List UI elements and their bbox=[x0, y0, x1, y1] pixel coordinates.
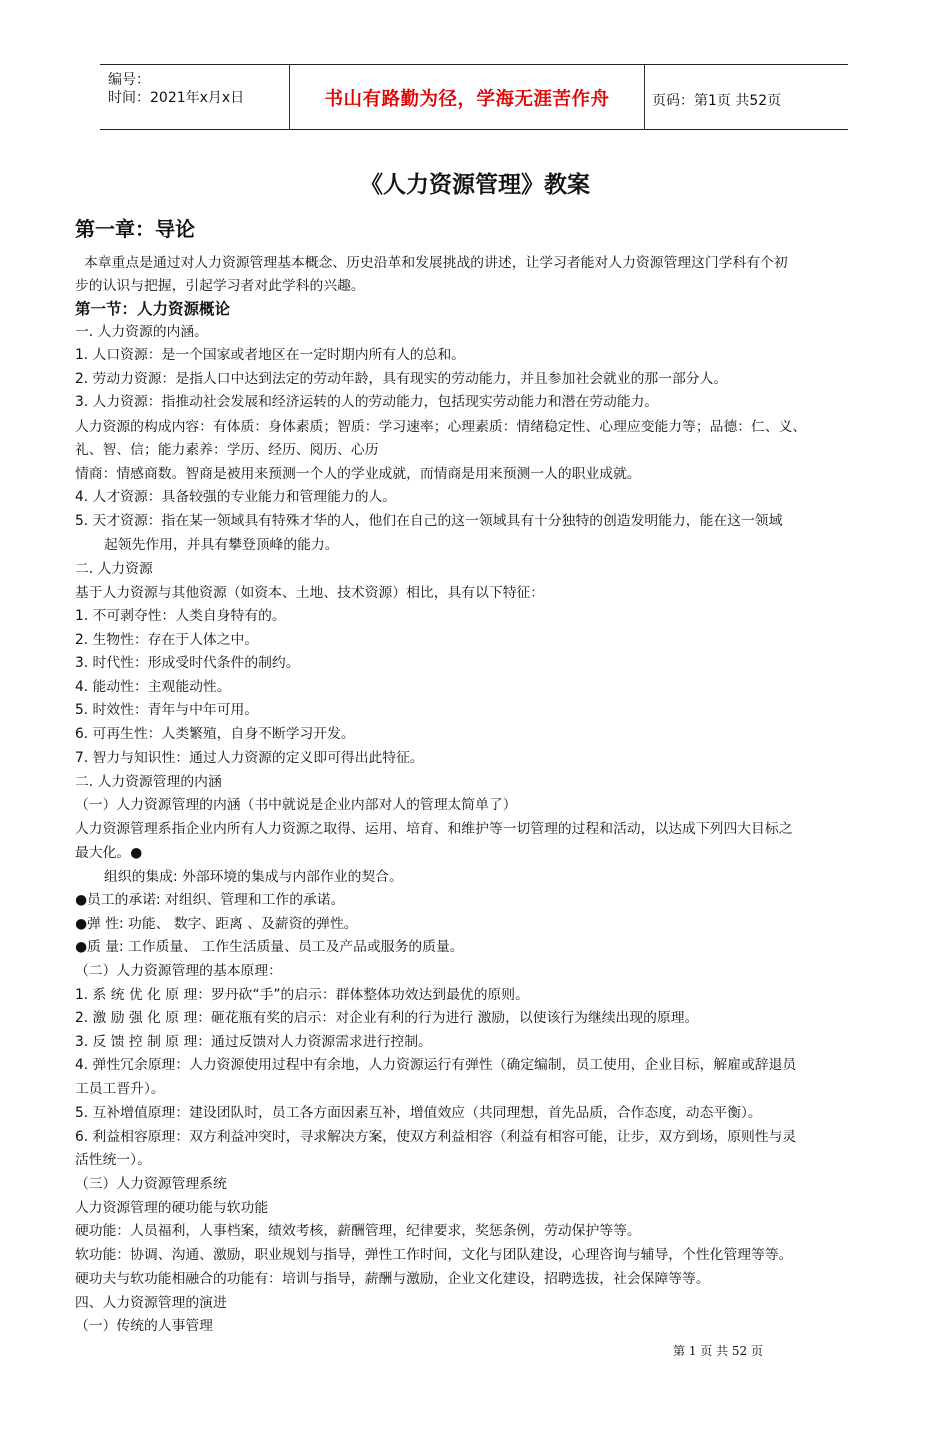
body-line: 二. 人力资源管理的内涵 bbox=[75, 774, 222, 790]
document-number: 编号： bbox=[108, 72, 150, 88]
body-line: 6. 可再生性：人类繁殖，自身不断学习开发。 bbox=[75, 726, 355, 742]
body-line: 4. 能动性：主观能动性。 bbox=[75, 679, 231, 695]
page-footer: 第 1 页 共 52 页 bbox=[673, 1344, 763, 1358]
body-line: （一）人力资源管理的内涵（书中就说是企业内部对人的管理太简单了） bbox=[75, 797, 517, 813]
body-line: 人力资源管理系指企业内所有人力资源之取得、运用、培育、和维护等一切管理的过程和活动，以达成下列四大目标之 bbox=[75, 821, 793, 837]
document-time: 时间：2021年x月x日 bbox=[108, 90, 245, 106]
body-line: 礼、智、信；能力素养：学历、经历、阅历、心历 bbox=[75, 442, 379, 458]
page-header bbox=[100, 64, 848, 130]
header-info-cell bbox=[100, 65, 289, 129]
body-line: 软功能：协调、沟通、激励，职业规划与指导，弹性工作时间，文化与团队建设，心理咨询与辅导，个性化管理等等。 bbox=[75, 1247, 793, 1263]
body-line: 一. 人力资源的内涵。 bbox=[75, 324, 208, 340]
body-line: 硬功能：人员福利，人事档案，绩效考核，薪酬管理，纪律要求，奖惩条例，劳动保护等等。 bbox=[75, 1223, 641, 1239]
body-line: 起领先作用，并具有攀登顶峰的能力。 bbox=[104, 537, 339, 553]
body-line: 步的认识与把握，引起学习者对此学科的兴趣。 bbox=[75, 278, 365, 294]
header-page-cell bbox=[644, 65, 848, 129]
body-line: ●质 量: 工作质量、 工作生活质量、员工及产品或服务的质量。 bbox=[75, 939, 464, 955]
body-line: 2. 激 励 强 化 原 理：砸花瓶有奖的启示：对企业有利的行为进行 激励，以使该行为继续出现的原理。 bbox=[75, 1010, 699, 1026]
body-line: 情商：情感商数。智商是被用来预测一个人的学业成就，而情商是用来预测一人的职业成就。 bbox=[75, 466, 641, 482]
header-motto: 书山有路勤为径，学海无涯苦作舟 bbox=[324, 89, 610, 110]
body-line: 1. 不可剥夺性：人类自身特有的。 bbox=[75, 608, 286, 624]
body-line: 人力资源的构成内容：有体质：身体素质；智质：学习速率；心理素质：情绪稳定性、心理应变能力等；品德：仁、义、 bbox=[75, 419, 807, 435]
body-line: 7. 智力与知识性：通过人力资源的定义即可得出此特征。 bbox=[75, 750, 424, 766]
chapter-heading: 第一章：导论 bbox=[75, 217, 195, 241]
body-line: 基于人力资源与其他资源（如资本、土地、技术资源）相比，具有以下特征： bbox=[75, 585, 545, 601]
body-line: 4. 弹性冗余原理：人力资源使用过程中有余地，人力资源运行有弹性（确定编制，员工使用，企业目标，解雇或辞退员 bbox=[75, 1057, 797, 1073]
body-line: 3. 反 馈 控 制 原 理：通过反馈对人力资源需求进行控制。 bbox=[75, 1034, 432, 1050]
body-line: 四、人力资源管理的演进 bbox=[75, 1295, 227, 1311]
body-line: 5. 时效性：青年与中年可用。 bbox=[75, 702, 259, 718]
header-page-number: 页码：第1页 共52页 bbox=[652, 93, 782, 109]
body-line: 3. 人力资源：指推动社会发展和经济运转的人的劳动能力，包括现实劳动能力和潜在劳动能力。 bbox=[75, 394, 659, 410]
body-line: 工员工晋升）。 bbox=[75, 1081, 165, 1097]
body-line: ●员工的承诺: 对组织、管理和工作的承诺。 bbox=[75, 892, 345, 908]
body-line: （二）人力资源管理的基本原理： bbox=[75, 963, 282, 979]
body-line: （三）人力资源管理系统 bbox=[75, 1176, 227, 1192]
body-line: 5. 天才资源：指在某一领域具有特殊才华的人，他们在自己的这一领域具有十分独特的创造发明能力，能在这一领域 bbox=[75, 513, 783, 529]
body-line: 2. 生物性：存在于人体之中。 bbox=[75, 632, 259, 648]
body-line: 本章重点是通过对人力资源管理基本概念、历史沿革和发展挑战的讲述，让学习者能对人力资源管理这门学科有个初 bbox=[84, 255, 788, 271]
body-line: 2. 劳动力资源：是指人口中达到法定的劳动年龄，具有现实的劳动能力，并且参加社会就业的那一部分人。 bbox=[75, 371, 728, 387]
body-line: 5. 互补增值原理：建设团队时，员工各方面因素互补，增值效应（共同理想，首先品质，合作态度，动态平衡）。 bbox=[75, 1105, 762, 1121]
body-line: （一）传统的人事管理 bbox=[75, 1318, 213, 1334]
body-line: 二. 人力资源 bbox=[75, 561, 153, 577]
body-line: 1. 系 统 优 化 原 理：罗丹砍“手”的启示：群体整体功效达到最优的原则。 bbox=[75, 987, 529, 1003]
body-line: 活性统一）。 bbox=[75, 1152, 151, 1168]
body-line: 组织的集成: 外部环境的集成与内部作业的契合。 bbox=[104, 869, 403, 885]
body-line: ●弹 性: 功能、 数字、距离 、及薪资的弹性。 bbox=[75, 916, 358, 932]
body-line: 人力资源管理的硬功能与软功能 bbox=[75, 1200, 269, 1216]
document-title: 《人力资源管理》教案 bbox=[360, 172, 590, 198]
header-motto-cell bbox=[289, 65, 645, 129]
section-heading: 第一节：人力资源概论 bbox=[75, 300, 231, 318]
body-line: 硬功夫与软功能相融合的功能有：培训与指导，薪酬与激励，企业文化建设，招聘选拔，社会保障等等。 bbox=[75, 1271, 710, 1287]
body-line: 6. 利益相容原理：双方利益冲突时，寻求解决方案，使双方利益相容（利益有相容可能，让步，双方到场，原则性与灵 bbox=[75, 1129, 797, 1145]
body-line: 4. 人才资源：具备较强的专业能力和管理能力的人。 bbox=[75, 489, 397, 505]
body-line: 3. 时代性：形成受时代条件的制约。 bbox=[75, 655, 300, 671]
body-line: 1. 人口资源：是一个国家或者地区在一定时期内所有人的总和。 bbox=[75, 347, 466, 363]
body-line: 最大化。● bbox=[75, 845, 143, 861]
